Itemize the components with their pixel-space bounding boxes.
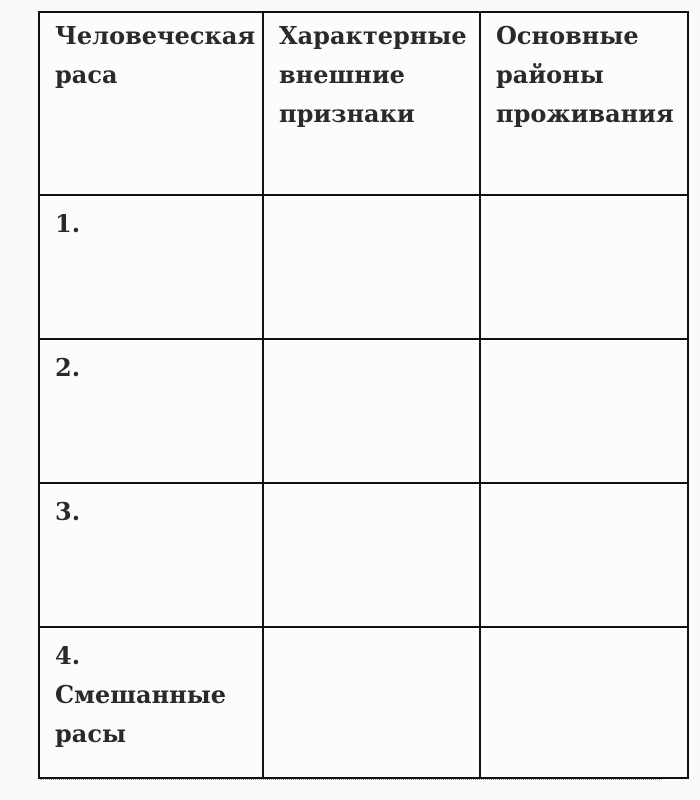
header-features-line: внешние [279,60,405,89]
header-features-line: признаки [279,99,415,128]
header-regions-line: районы [496,60,604,89]
race-label-line: 1. [55,209,81,238]
regions-cell[interactable] [480,483,688,627]
race-label-line: расы [55,719,127,748]
features-cell[interactable] [263,339,480,483]
race-label-cell [39,483,263,627]
features-cell[interactable] [263,483,480,627]
header-race-line: Человеческая [55,21,256,50]
races-table [38,11,689,779]
header-row [39,12,688,195]
header-regions [480,12,688,195]
table-row [39,339,688,483]
race-label-cell [39,195,263,339]
table-row [39,195,688,339]
header-features-line: Характерные [279,21,467,50]
table-row [39,483,688,627]
header-regions-line: Основные [496,21,639,50]
features-cell[interactable] [263,627,480,778]
race-label-line: 2. [55,353,81,382]
regions-cell[interactable] [480,339,688,483]
race-label-cell [39,627,263,778]
header-race-line: раса [55,60,118,89]
bottom-dotted-divider [40,779,662,780]
header-regions-line: проживания [496,99,674,128]
race-label-line: 4. [55,641,81,670]
regions-cell[interactable] [480,627,688,778]
header-race [39,12,263,195]
race-label-line: 3. [55,497,81,526]
table-row [39,627,688,778]
features-cell[interactable] [263,195,480,339]
header-features [263,12,480,195]
regions-cell[interactable] [480,195,688,339]
race-label-cell [39,339,263,483]
race-label-line: Смешанные [55,680,227,709]
